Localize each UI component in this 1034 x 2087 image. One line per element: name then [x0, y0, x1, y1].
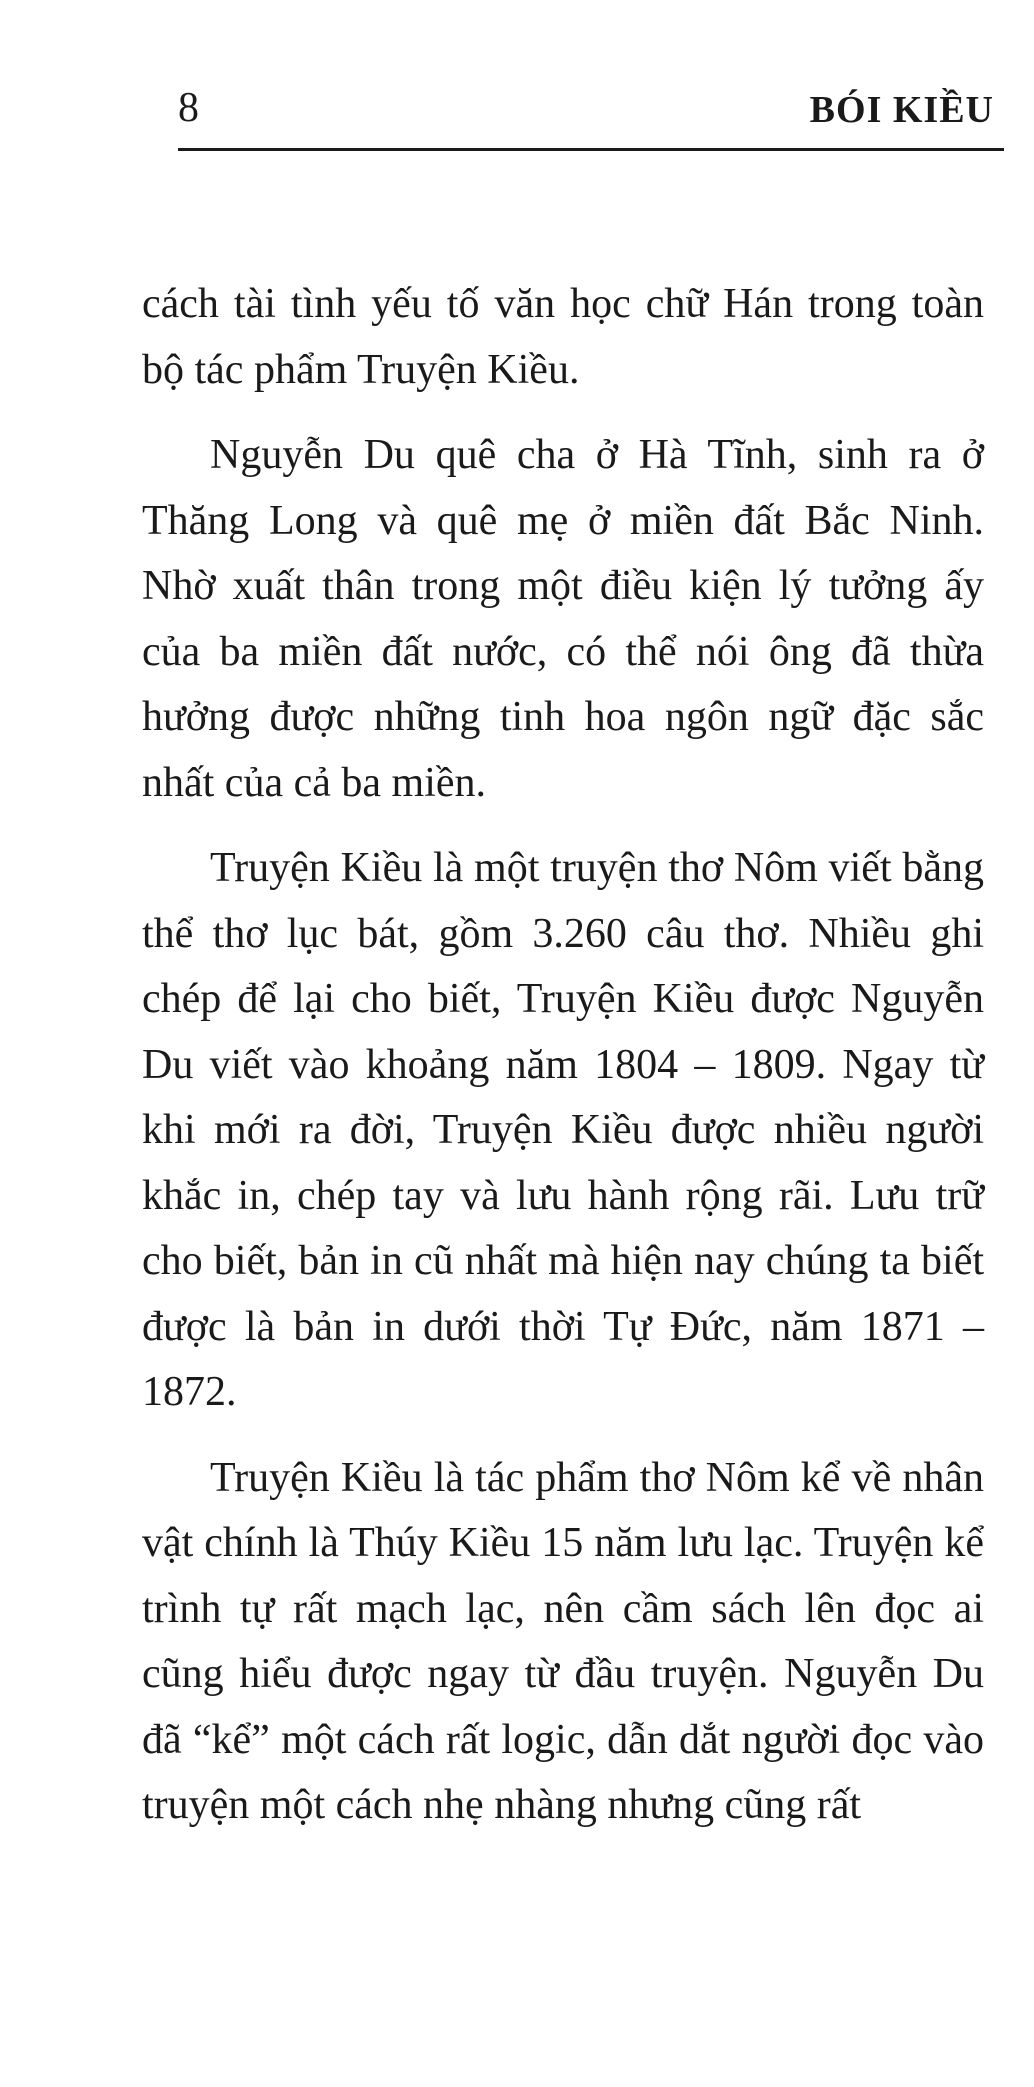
paragraph-4: Truyện Kiều là tác phẩm thơ Nôm kể về nhân vật chính là Thúy Kiều 15 năm lưu lạc. Truyện kể trình tự rất mạch lạc, nên cầm sách lên đọc ai cũng hiểu được ngay từ đầu truyện. Nguyễn Du đã “kể” một cách rất logic, dẫn dắt người đọc vào truyện một cách nhẹ nhàng nhưng cũng rất — [142, 1454, 984, 1828]
header-rule — [178, 148, 1004, 151]
body-text — [142, 272, 984, 1859]
page-number: 8 — [178, 85, 199, 131]
paragraph-2: Nguyễn Du quê cha ở Hà Tĩnh, sinh ra ở Thăng Long và quê mẹ ở miền đất Bắc Ninh. Nhờ xuất thân trong một điều kiện lý tưởng ấy của ba miền đất nước, có thể nói ông đã thừa hưởng được những tinh hoa ngôn ngữ đặc sắc nhất của cả ba miền. — [142, 432, 984, 806]
paragraph-3: Truyện Kiều là một truyện thơ Nôm viết bằng thể thơ lục bát, gồm 3.260 câu thơ. Nhiều ghi chép để lại cho biết, Truyện Kiều được Nguyễn Du viết vào khoảng năm 1804 – 1809. Ngay từ khi mới ra đời, Truyện Kiều được nhiều người khắc in, chép tay và lưu hành rộng rãi. Lưu trữ cho biết, bản in cũ nhất mà hiện nay chúng ta biết được là bản in dưới thời Tự Đức, năm 1871 – 1872. — [142, 845, 984, 1415]
running-title: BÓI KIỀU — [809, 89, 994, 131]
paragraph-1: cách tài tình yếu tố văn học chữ Hán trong toàn bộ tác phẩm Truyện Kiều. — [142, 281, 984, 393]
page-header — [178, 78, 1002, 148]
